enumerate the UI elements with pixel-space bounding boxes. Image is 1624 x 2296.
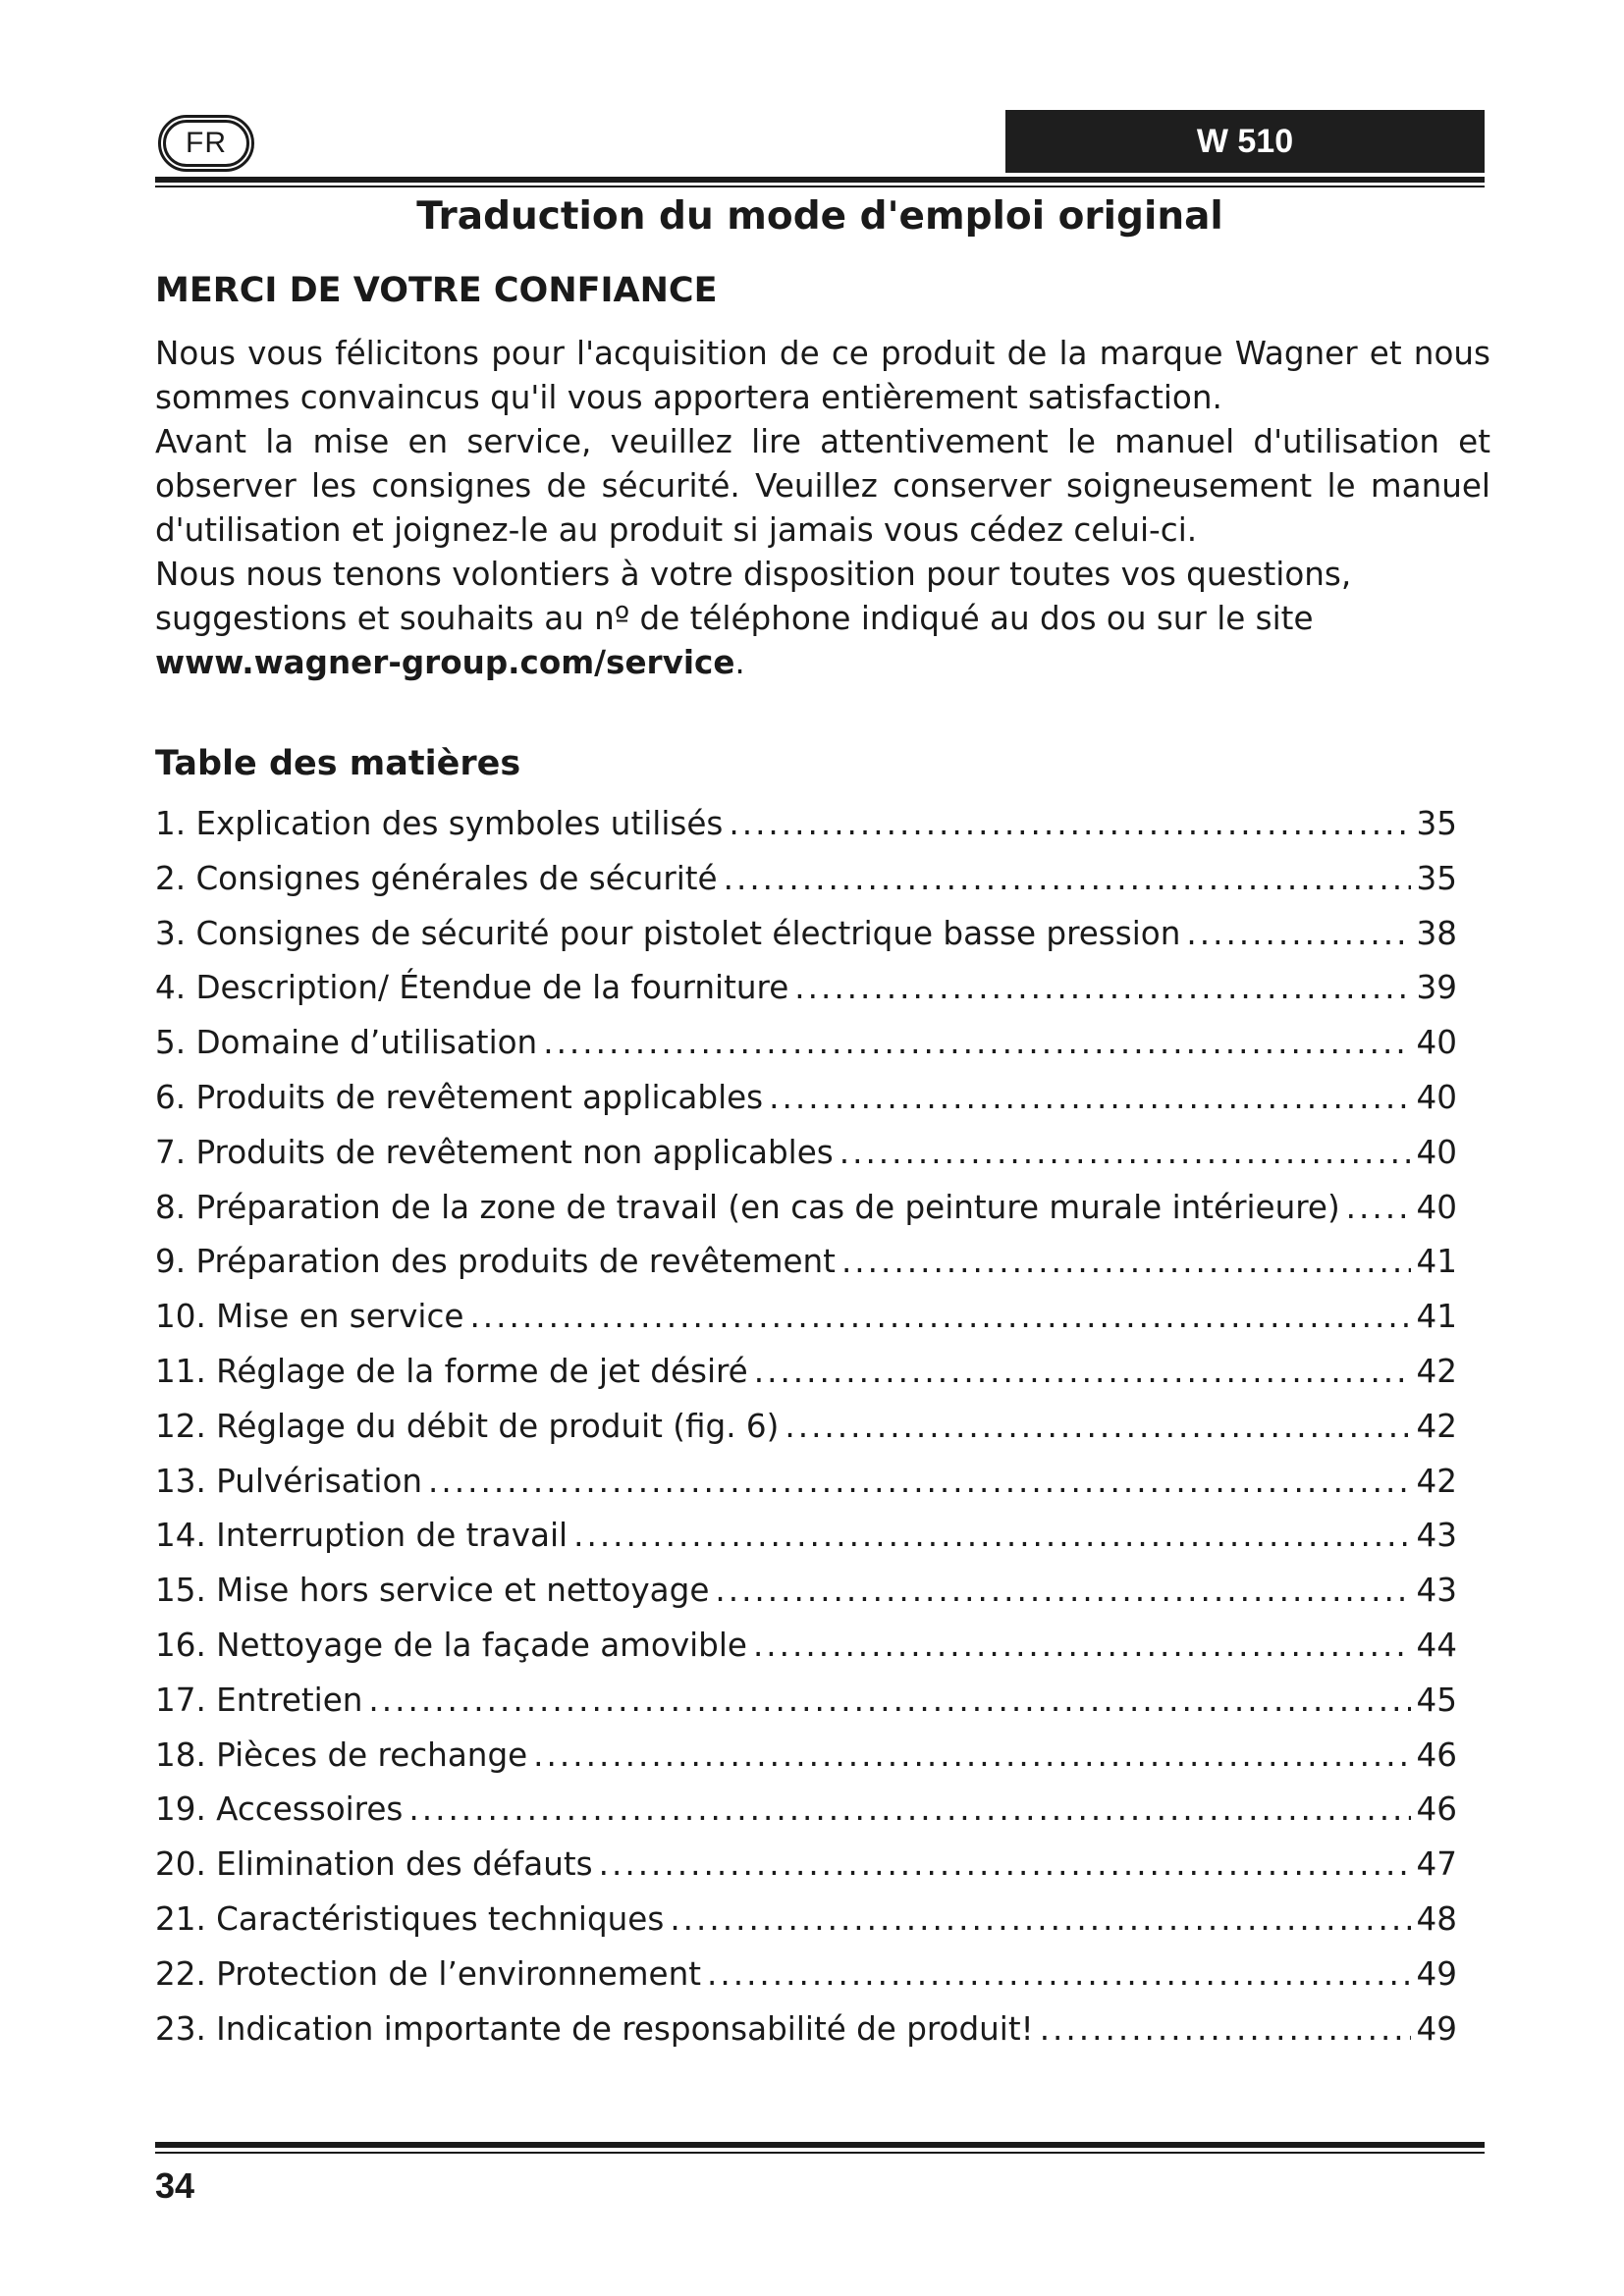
- toc-entry[interactable]: [155, 2002, 1457, 2057]
- footer-rule-thin: [155, 2152, 1485, 2154]
- toc-leader-dots: [839, 1126, 1411, 1181]
- toc-leader-dots: [599, 1838, 1411, 1893]
- toc-entry[interactable]: [155, 1509, 1457, 1564]
- footer-rule-thick: [155, 2142, 1485, 2148]
- toc-entry-label: 4. Description/ Étendue de la fourniture: [155, 969, 789, 1007]
- toc-entry[interactable]: [155, 1893, 1457, 1948]
- toc-leader-dots: [1040, 2002, 1411, 2057]
- toc-entry-label: 1. Explication des symboles utilisés: [155, 805, 724, 842]
- toc-leader-dots: [1186, 907, 1410, 962]
- page-header: [155, 108, 1485, 187]
- toc-entry-page: 40: [1416, 1188, 1457, 1226]
- toc-entry[interactable]: [155, 961, 1457, 1016]
- toc-leader-dots: [754, 1345, 1411, 1400]
- toc-leader-dots: [1346, 1181, 1411, 1236]
- toc-leader-dots: [368, 1674, 1410, 1729]
- table-of-contents: [155, 797, 1457, 2056]
- toc-entry-label: 19. Accessoires: [155, 1790, 404, 1829]
- language-badge: FR: [163, 120, 249, 167]
- toc-leader-dots: [841, 1235, 1411, 1290]
- toc-entry-label: 15. Mise hors service et nettoyage: [155, 1572, 710, 1610]
- intro-paragraph-1: Nous vous félicitons pour l'acquisition de ce produit de la marque Wagner et nous sommes convaincus qu'il vous apportera entièrement satisfaction.: [155, 335, 1490, 416]
- toc-entry[interactable]: [155, 1071, 1457, 1126]
- toc-leader-dots: [428, 1455, 1410, 1510]
- toc-entry-label: 21. Caractéristiques techniques: [155, 1899, 665, 1938]
- toc-entry-label: 6. Produits de revêtement applicables: [155, 1078, 764, 1116]
- toc-entry[interactable]: [155, 1126, 1457, 1181]
- document-title: Traduction du mode d'emploi original: [416, 194, 1223, 239]
- toc-entry-page: 38: [1416, 914, 1457, 952]
- toc-entry-page: 46: [1416, 1735, 1457, 1774]
- toc-leader-dots: [724, 852, 1411, 907]
- header-rule-thick: [155, 177, 1485, 183]
- toc-leader-dots: [769, 1071, 1410, 1126]
- toc-entry-label: 9. Préparation des produits de revêtement: [155, 1243, 836, 1281]
- toc-entry[interactable]: [155, 1290, 1457, 1345]
- toc-entry-page: 40: [1416, 1078, 1457, 1116]
- toc-entry-label: 20. Elimination des défauts: [155, 1845, 593, 1884]
- toc-entry[interactable]: [155, 1400, 1457, 1455]
- toc-entry-label: 17. Entretien: [155, 1681, 363, 1719]
- intro-paragraph-3: [155, 553, 1490, 685]
- toc-entry[interactable]: [155, 1838, 1457, 1893]
- toc-entry-page: 45: [1416, 1681, 1457, 1719]
- toc-leader-dots: [408, 1783, 1410, 1838]
- toc-entry-page: 35: [1416, 805, 1457, 842]
- toc-entry-label: 13. Pulvérisation: [155, 1462, 423, 1500]
- toc-entry-label: 16. Nettoyage de la façade amovible: [155, 1626, 747, 1664]
- intro-text: [155, 332, 1490, 685]
- toc-entry[interactable]: [155, 1181, 1457, 1236]
- service-website-link[interactable]: www.wagner-group.com/service: [155, 644, 735, 681]
- page-number: 34: [155, 2165, 195, 2206]
- toc-entry-page: 49: [1416, 1954, 1457, 1993]
- toc-entry-page: 43: [1416, 1517, 1457, 1555]
- toc-entry-page: 43: [1416, 1572, 1457, 1610]
- toc-entry[interactable]: [155, 907, 1457, 962]
- toc-entry[interactable]: [155, 1729, 1457, 1784]
- model-label: W 510: [1005, 110, 1485, 173]
- intro-paragraph-3-end: .: [734, 644, 745, 681]
- toc-entry[interactable]: [155, 1783, 1457, 1838]
- toc-entry[interactable]: [155, 1674, 1457, 1729]
- toc-leader-dots: [753, 1619, 1411, 1674]
- toc-entry[interactable]: [155, 1564, 1457, 1619]
- toc-leader-dots: [715, 1564, 1410, 1619]
- toc-entry[interactable]: [155, 1345, 1457, 1400]
- toc-entry-label: 10. Mise en service: [155, 1298, 464, 1336]
- toc-leader-dots: [533, 1729, 1410, 1784]
- toc-entry-label: 5. Domaine d’utilisation: [155, 1024, 538, 1062]
- toc-entry-page: 40: [1416, 1133, 1457, 1171]
- toc-entry-label: 11. Réglage de la forme de jet désiré: [155, 1352, 748, 1390]
- toc-entry-label: 8. Préparation de la zone de travail (en cas de peinture murale intérieure): [155, 1188, 1340, 1226]
- toc-entry-label: 3. Consignes de sécurité pour pistolet électrique basse pression: [155, 914, 1181, 952]
- toc-entry-page: 48: [1416, 1899, 1457, 1938]
- toc-leader-dots: [469, 1290, 1410, 1345]
- toc-entry-label: 18. Pièces de rechange: [155, 1735, 528, 1774]
- toc-entry-page: 42: [1416, 1407, 1457, 1445]
- intro-paragraph-2: Avant la mise en service, veuillez lire attentivement le manuel d'utilisation et observer les consignes de sécurité. Veuillez conserver soigneusement le manuel d'utilisation et joignez-le au produit si jamais vous cédez celui-ci.: [155, 423, 1490, 549]
- toc-entry-label: 2. Consignes générales de sécurité: [155, 859, 718, 897]
- toc-entry-label: 22. Protection de l’environnement: [155, 1954, 701, 1993]
- toc-entry-label: 14. Interruption de travail: [155, 1517, 568, 1555]
- toc-entry-page: 35: [1416, 859, 1457, 897]
- toc-entry-page: 41: [1416, 1243, 1457, 1281]
- toc-entry-page: 44: [1416, 1626, 1457, 1664]
- toc-entry-page: 41: [1416, 1298, 1457, 1336]
- toc-entry-page: 46: [1416, 1790, 1457, 1829]
- intro-heading: MERCI DE VOTRE CONFIANCE: [155, 271, 718, 310]
- toc-entry[interactable]: [155, 1619, 1457, 1674]
- toc-entry-page: 42: [1416, 1462, 1457, 1500]
- toc-leader-dots: [794, 961, 1410, 1016]
- toc-heading: Table des matières: [155, 744, 521, 783]
- toc-entry-page: 49: [1416, 2009, 1457, 2048]
- toc-entry-page: 42: [1416, 1352, 1457, 1390]
- toc-entry[interactable]: [155, 797, 1457, 852]
- toc-leader-dots: [707, 1948, 1411, 2002]
- intro-paragraph-3-text: Nous nous tenons volontiers à votre disposition pour toutes vos questions, suggestions et souhaits au nº de téléphone indiqué au dos ou sur le site: [155, 556, 1352, 637]
- toc-entry[interactable]: [155, 852, 1457, 907]
- toc-entry-page: 39: [1416, 969, 1457, 1007]
- toc-entry[interactable]: [155, 1948, 1457, 2002]
- toc-entry[interactable]: [155, 1016, 1457, 1071]
- header-rule-thin: [155, 186, 1485, 187]
- toc-leader-dots: [670, 1893, 1410, 1948]
- toc-entry-label: 23. Indication importante de responsabilité de produit!: [155, 2009, 1034, 2048]
- toc-entry-page: 47: [1416, 1845, 1457, 1884]
- toc-entry-label: 7. Produits de revêtement non applicables: [155, 1133, 834, 1171]
- toc-entry[interactable]: [155, 1455, 1457, 1510]
- toc-leader-dots: [543, 1016, 1410, 1071]
- toc-leader-dots: [785, 1400, 1410, 1455]
- toc-entry-page: 40: [1416, 1024, 1457, 1062]
- toc-entry-label: 12. Réglage du débit de produit (fig. 6): [155, 1407, 780, 1445]
- toc-entry[interactable]: [155, 1235, 1457, 1290]
- toc-leader-dots: [729, 797, 1410, 852]
- toc-leader-dots: [573, 1509, 1410, 1564]
